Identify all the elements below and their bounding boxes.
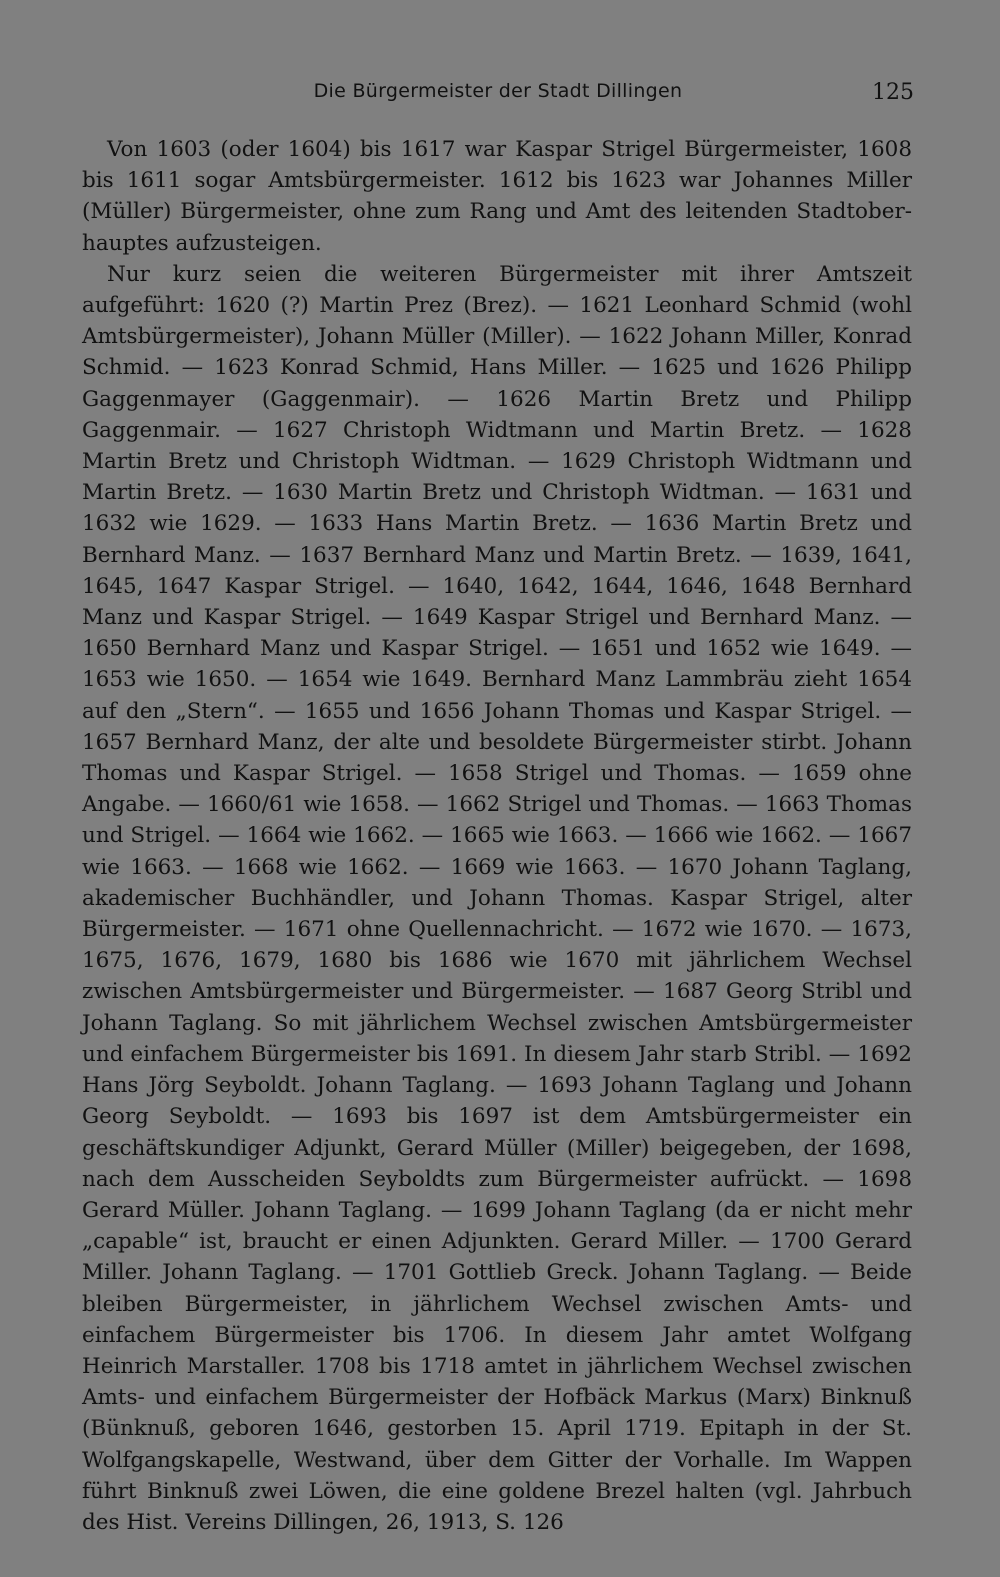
paragraph-1: Von 1603 (oder 1604) bis 1617 war Kaspar Strigel Bürgermeister, 1608 bis 1611 sogar Amtsbürgermeister. 1612 bis 1623 war Johannes Miller (Müller) Bürgermeister, ohne zum Rang und Amt des leitenden Stadtoberhauptes aufzusteigen. <box>82 137 912 256</box>
running-title: Die Bürgermeister der Stadt Dillingen <box>313 80 683 102</box>
body-text <box>82 134 912 1538</box>
paragraph-2: Nur kurz seien die weiteren Bürgermeister mit ihrer Amtszeit aufgeführt: 1620 (?) Martin Prez (Brez). — 1621 Leonhard Schmid (wohl Amtsbürgermeister), Johann Müller (Miller). — 1622 Johann Miller, Konrad Schmid. — 1623 Konrad Schmid, Hans Miller. — 1625 und 1626 Philipp Gaggenmayer (Gaggenmair). — 1626 Martin Bretz und Philipp Gaggenmair. — 1627 Christoph Widtmann und Martin Bretz. — 1628 Martin Bretz und Christoph Widtman. — 1629 Christoph Widtmann und Martin Bretz. — 1630 Martin Bretz und Christoph Widtman. — 1631 und 1632 wie 1629. — 1633 Hans Martin Bretz. — 1636 Martin Bretz und Bernhard Manz. — 1637 Bernhard Manz und Martin Bretz. — 1639, 1641, 1645, 1647 Kaspar Strigel. — 1640, 1642, 1644, 1646, 1648 Bernhard Manz und Kaspar Strigel. — 1649 Kaspar Strigel und Bernhard Manz. — 1650 Bernhard Manz und Kaspar Strigel. — 1651 und 1652 wie 1649. — 1653 wie 1650. — 1654 wie 1649. Bernhard Manz Lammbräu zieht 1654 auf den „Stern“. — 1655 und 1656 Johann Thomas und Kaspar Strigel. — 1657 Bernhard Manz, der alte und besoldete Bürgermeister stirbt. Johann Thomas und Kaspar Strigel. — 1658 Strigel und Thomas. — 1659 ohne Angabe. — 1660/61 wie 1658. — 1662 Strigel und Thomas. — 1663 Thomas und Strigel. — 1664 wie 1662. — 1665 wie 1663. — 1666 wie 1662. — 1667 wie 1663. — 1668 wie 1662. — 1669 wie 1663. — 1670 Johann Taglang, akademischer Buchhändler, und Johann Thomas. Kaspar Strigel, alter Bürgermeister. — 1671 ohne Quellennachricht. — 1672 wie 1670. — 1673, 1675, 1676, 1679, 1680 bis 1686 wie 1670 mit jährlichem Wechsel zwischen Amtsbürgermeister und Bürgermeister. — 1687 Georg Stribl und Johann Taglang. So mit jährlichem Wechsel zwischen Amtsbürgermeister und einfachem Bürgermeister bis 1691. In diesem Jahr starb Stribl. — 1692 Hans Jörg Seyboldt. Johann Taglang. — 1693 Johann Taglang und Johann Georg Seyboldt. — 1693 bis 1697 ist dem Amtsbürgermeister ein geschäftskundiger Adjunkt, Gerard Müller (Miller) beigegeben, der 1698, nach dem Ausscheiden Seyboldts zum Bürgermeister aufrückt. — 1698 Gerard Müller. Johann Taglang. — 1699 Johann Taglang (da er nicht mehr „capable“ ist, braucht er einen Adjunkten. Gerard Miller. — 1700 Gerard Miller. Johann Taglang. — 1701 Gottlieb Greck. Johann Taglang. — Beide bleiben Bürgermeister, in jährlichem Wechsel zwischen Amts- und einfachem Bürgermeister bis 1706. In diesem Jahr amtet Wolfgang Heinrich Marstaller. 1708 bis 1718 amtet in jährlichem Wechsel zwischen Amts- und einfachem Bürgermeister der Hofbäck Markus (Marx) Binknuß (Bünknuß, geboren 1646, gestorben 15. April 1719. Epitaph in der St. Wolfgangskapelle, Westwand, über dem Gitter der Vorhalle. Im Wappen führt Binknuß zwei Löwen, die eine goldene Brezel halten (vgl. Jahrbuch des Hist. Vereins Dillingen, 26, 1913, S. 126 <box>82 261 912 1535</box>
page-number: 125 <box>872 80 914 105</box>
running-head <box>82 78 914 108</box>
